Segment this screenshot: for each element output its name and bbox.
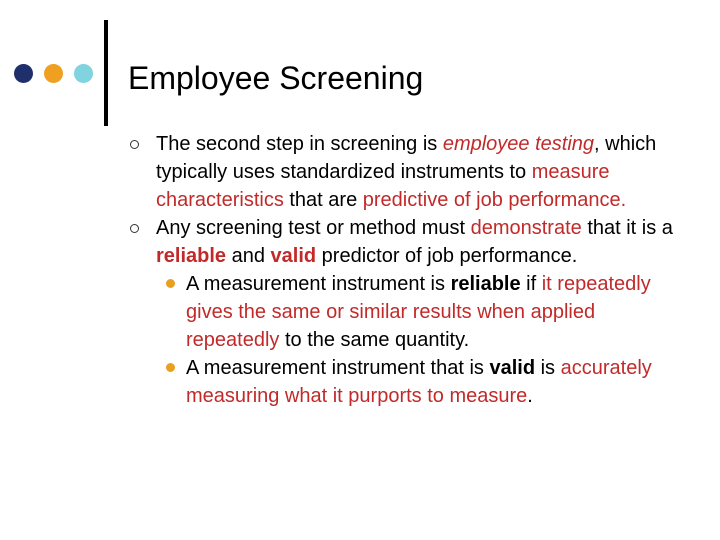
text-segment: A measurement instrument that is — [186, 357, 490, 379]
bullet-1 — [130, 130, 690, 214]
text-segment: . — [527, 385, 533, 407]
orange-dot-icon — [44, 64, 63, 83]
bullet-2-text — [156, 217, 673, 267]
text-segment: reliable — [450, 273, 521, 295]
text-segment: to the same quantity. — [279, 329, 470, 351]
text-segment: predictor of job performance. — [316, 245, 578, 267]
text-segment: it repeatedly gives the same or similar results when applied repeatedly — [186, 273, 651, 351]
navy-dot-icon — [14, 64, 33, 83]
sub-bullet-1-text — [186, 273, 651, 351]
text-segment: , which typically uses standardized instruments to — [156, 133, 657, 183]
sub-bullet-1 — [130, 270, 690, 354]
text-segment: A measurement instrument is — [186, 273, 451, 295]
slide-body — [130, 130, 690, 410]
bullet-2 — [130, 214, 690, 270]
decorative-dots — [14, 64, 98, 86]
text-segment: accurately measuring what it purports to measure — [186, 357, 652, 407]
text-segment: measure characteristics — [156, 161, 610, 211]
slide-title: Employee Screening — [128, 60, 424, 96]
text-segment: that are — [283, 189, 363, 211]
filled-bullet-icon — [166, 279, 175, 288]
title-divider — [104, 20, 108, 126]
text-segment: is — [535, 357, 561, 379]
text-segment: Any screening test or method must — [156, 217, 471, 239]
text-segment: employee testing — [442, 133, 595, 155]
text-segment: valid — [489, 357, 536, 379]
sub-bullet-2 — [130, 354, 690, 410]
filled-bullet-icon — [166, 363, 175, 372]
text-segment: demonstrate — [470, 217, 582, 239]
text-segment: and — [226, 245, 271, 267]
teal-dot-icon — [74, 64, 93, 83]
text-segment: The second step in screening is — [156, 133, 443, 155]
text-segment: valid — [270, 245, 317, 267]
text-segment: reliable — [156, 245, 227, 267]
hollow-bullet-icon — [130, 224, 139, 233]
text-segment: that it is a — [581, 217, 673, 239]
text-segment: if — [520, 273, 542, 295]
hollow-bullet-icon — [130, 140, 139, 149]
text-segment: predictive of job performance. — [362, 189, 627, 211]
bullet-1-text — [156, 133, 656, 211]
sub-bullet-2-text — [186, 357, 652, 407]
